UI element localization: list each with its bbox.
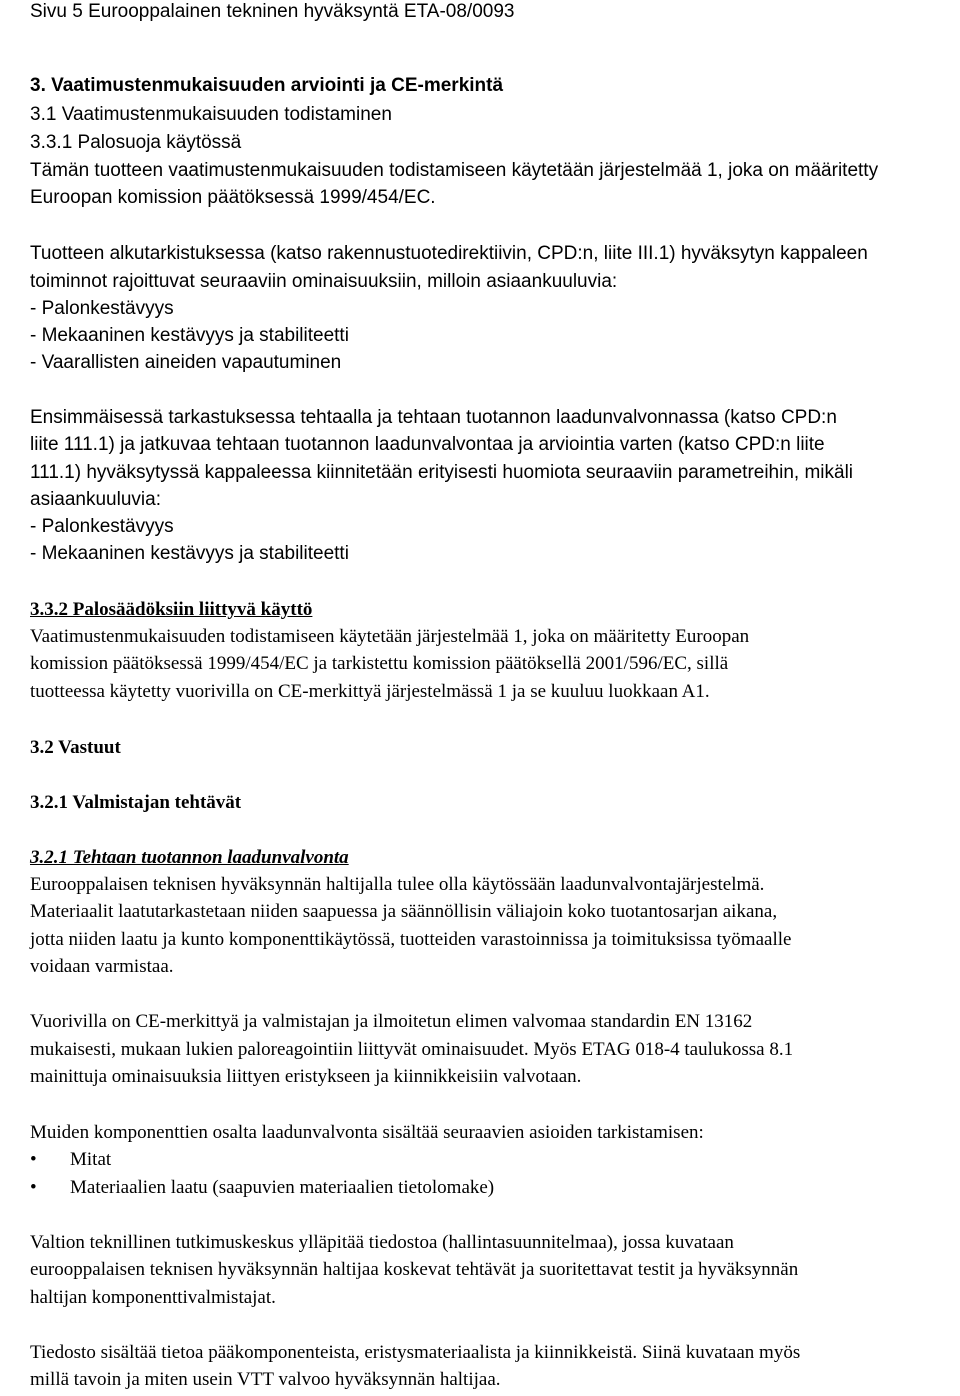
- paragraph-line: Tiedosto sisältää tietoa pääkomponenteista, eristysmateriaalista ja kiinnikkeistä. Siinä kuvataan myös: [30, 1342, 801, 1363]
- paragraph-line: komission päätöksessä 1999/454/EC ja tarkistettu komission päätöksellä 2001/596/EC, sillä: [30, 653, 729, 674]
- paragraph-line: mainittuja ominaisuuksia liittyen eristykseen ja kiinnikkeisiin valvotaan.: [30, 1066, 582, 1087]
- heading-3-2-1-factory: 3.2.1 Tehtaan tuotannon laadunvalvonta: [30, 847, 349, 868]
- paragraph-line: mukaisesti, mukaan lukien paloreagointiin liittyvät ominaisuudet. Myös ETAG 018-4 taulukossa 8.1: [30, 1039, 794, 1060]
- page-header: Sivu 5 Eurooppalainen tekninen hyväksyntä ETA-08/0093: [30, 1, 515, 22]
- heading-3-3-2: 3.3.2 Palosäädöksiin liittyvä käyttö: [30, 599, 313, 620]
- list-item: - Palonkestävyys: [30, 298, 174, 319]
- paragraph-line: Muiden komponenttien osalta laadunvalvonta sisältää seuraavien asioiden tarkistamisen:: [30, 1122, 704, 1143]
- paragraph-line: asiaankuuluvia:: [30, 489, 161, 510]
- paragraph-line: millä tavoin ja miten usein VTT valvoo hyväksynnän haltijaa.: [30, 1369, 501, 1390]
- paragraph-line: haltijan komponenttivalmistajat.: [30, 1287, 276, 1308]
- heading-3-2: 3.2 Vastuut: [30, 737, 121, 758]
- paragraph-line: voidaan varmistaa.: [30, 956, 174, 977]
- heading-3: 3. Vaatimustenmukaisuuden arviointi ja CE-merkintä: [30, 75, 504, 96]
- paragraph-line: Tämän tuotteen vaatimustenmukaisuuden todistamiseen käytetään järjestelmää 1, joka on määritetty: [30, 160, 879, 181]
- heading-3-2-1: 3.2.1 Valmistajan tehtävät: [30, 792, 242, 813]
- paragraph-line: Ensimmäisessä tarkastuksessa tehtaalla ja tehtaan tuotannon laadunvalvonnassa (katso CPD:n: [30, 407, 837, 428]
- paragraph-line: 111.1) hyväksytyssä kappaleessa kiinnitetään erityisesti huomiota seuraaviin parametreihin, mikäli: [30, 462, 854, 483]
- paragraph-line: Materiaalit laatutarkastetaan niiden saapuessa ja säännöllisin väliajoin koko tuotantosarjan aikana,: [30, 901, 778, 922]
- list-item-text: Mitat: [70, 1149, 112, 1170]
- paragraph-line: Valtion teknillinen tutkimuskeskus ylläpitää tiedostoa (hallintasuunnitelmaa), jossa kuvataan: [30, 1232, 734, 1253]
- heading-3-1: 3.1 Vaatimustenmukaisuuden todistaminen: [30, 104, 392, 125]
- paragraph-line: Tuotteen alkutarkistuksessa (katso rakennustuotedirektiivin, CPD:n, liite III.1) hyväksytyn kappaleen: [30, 243, 868, 264]
- paragraph-line: Vuorivilla on CE-merkittyä ja valmistajan ja ilmoitetun elimen valvomaa standardin EN 13162: [30, 1011, 753, 1032]
- paragraph-line: Vaatimustenmukaisuuden todistamiseen käytetään järjestelmää 1, joka on määritetty Euroopan: [30, 626, 750, 647]
- paragraph-line: jotta niiden laatu ja kunto komponenttikäytössä, tuotteiden varastoinnissa ja toimituksissa työmaalle: [30, 929, 792, 950]
- list-item-text: Materiaalien laatu (saapuvien materiaalien tietolomake): [70, 1177, 495, 1198]
- paragraph-line: eurooppalaisen teknisen hyväksynnän haltijaa koskevat tehtävät ja suoritettavat testit ja hyväksynnän: [30, 1259, 799, 1280]
- list-item: - Mekaaninen kestävyys ja stabiliteetti: [30, 325, 349, 346]
- paragraph-line: toiminnot rajoittuvat seuraaviin ominaisuuksiin, milloin asiaankuuluvia:: [30, 271, 618, 292]
- heading-3-3-1: 3.3.1 Palosuoja käytössä: [30, 132, 242, 153]
- paragraph-line: Eurooppalaisen teknisen hyväksynnän haltijalla tulee olla käytössään laadunvalvontajärjestelmä.: [30, 874, 765, 895]
- paragraph-line: liite 111.1) ja jatkuvaa tehtaan tuotannon laadunvalvontaa ja arviointia varten (katso CPD:n liite: [30, 434, 825, 455]
- list-item: - Vaarallisten aineiden vapautuminen: [30, 352, 342, 373]
- list-item: - Palonkestävyys: [30, 516, 174, 537]
- paragraph-line: tuotteessa käytetty vuorivilla on CE-merkittyä järjestelmässä 1 ja se kuuluu luokkaan A1.: [30, 681, 710, 702]
- bullet-icon: •: [30, 1149, 37, 1170]
- paragraph-line: Euroopan komission päätöksessä 1999/454/EC.: [30, 187, 436, 208]
- list-item: - Mekaaninen kestävyys ja stabiliteetti: [30, 543, 349, 564]
- bullet-icon: •: [30, 1177, 37, 1198]
